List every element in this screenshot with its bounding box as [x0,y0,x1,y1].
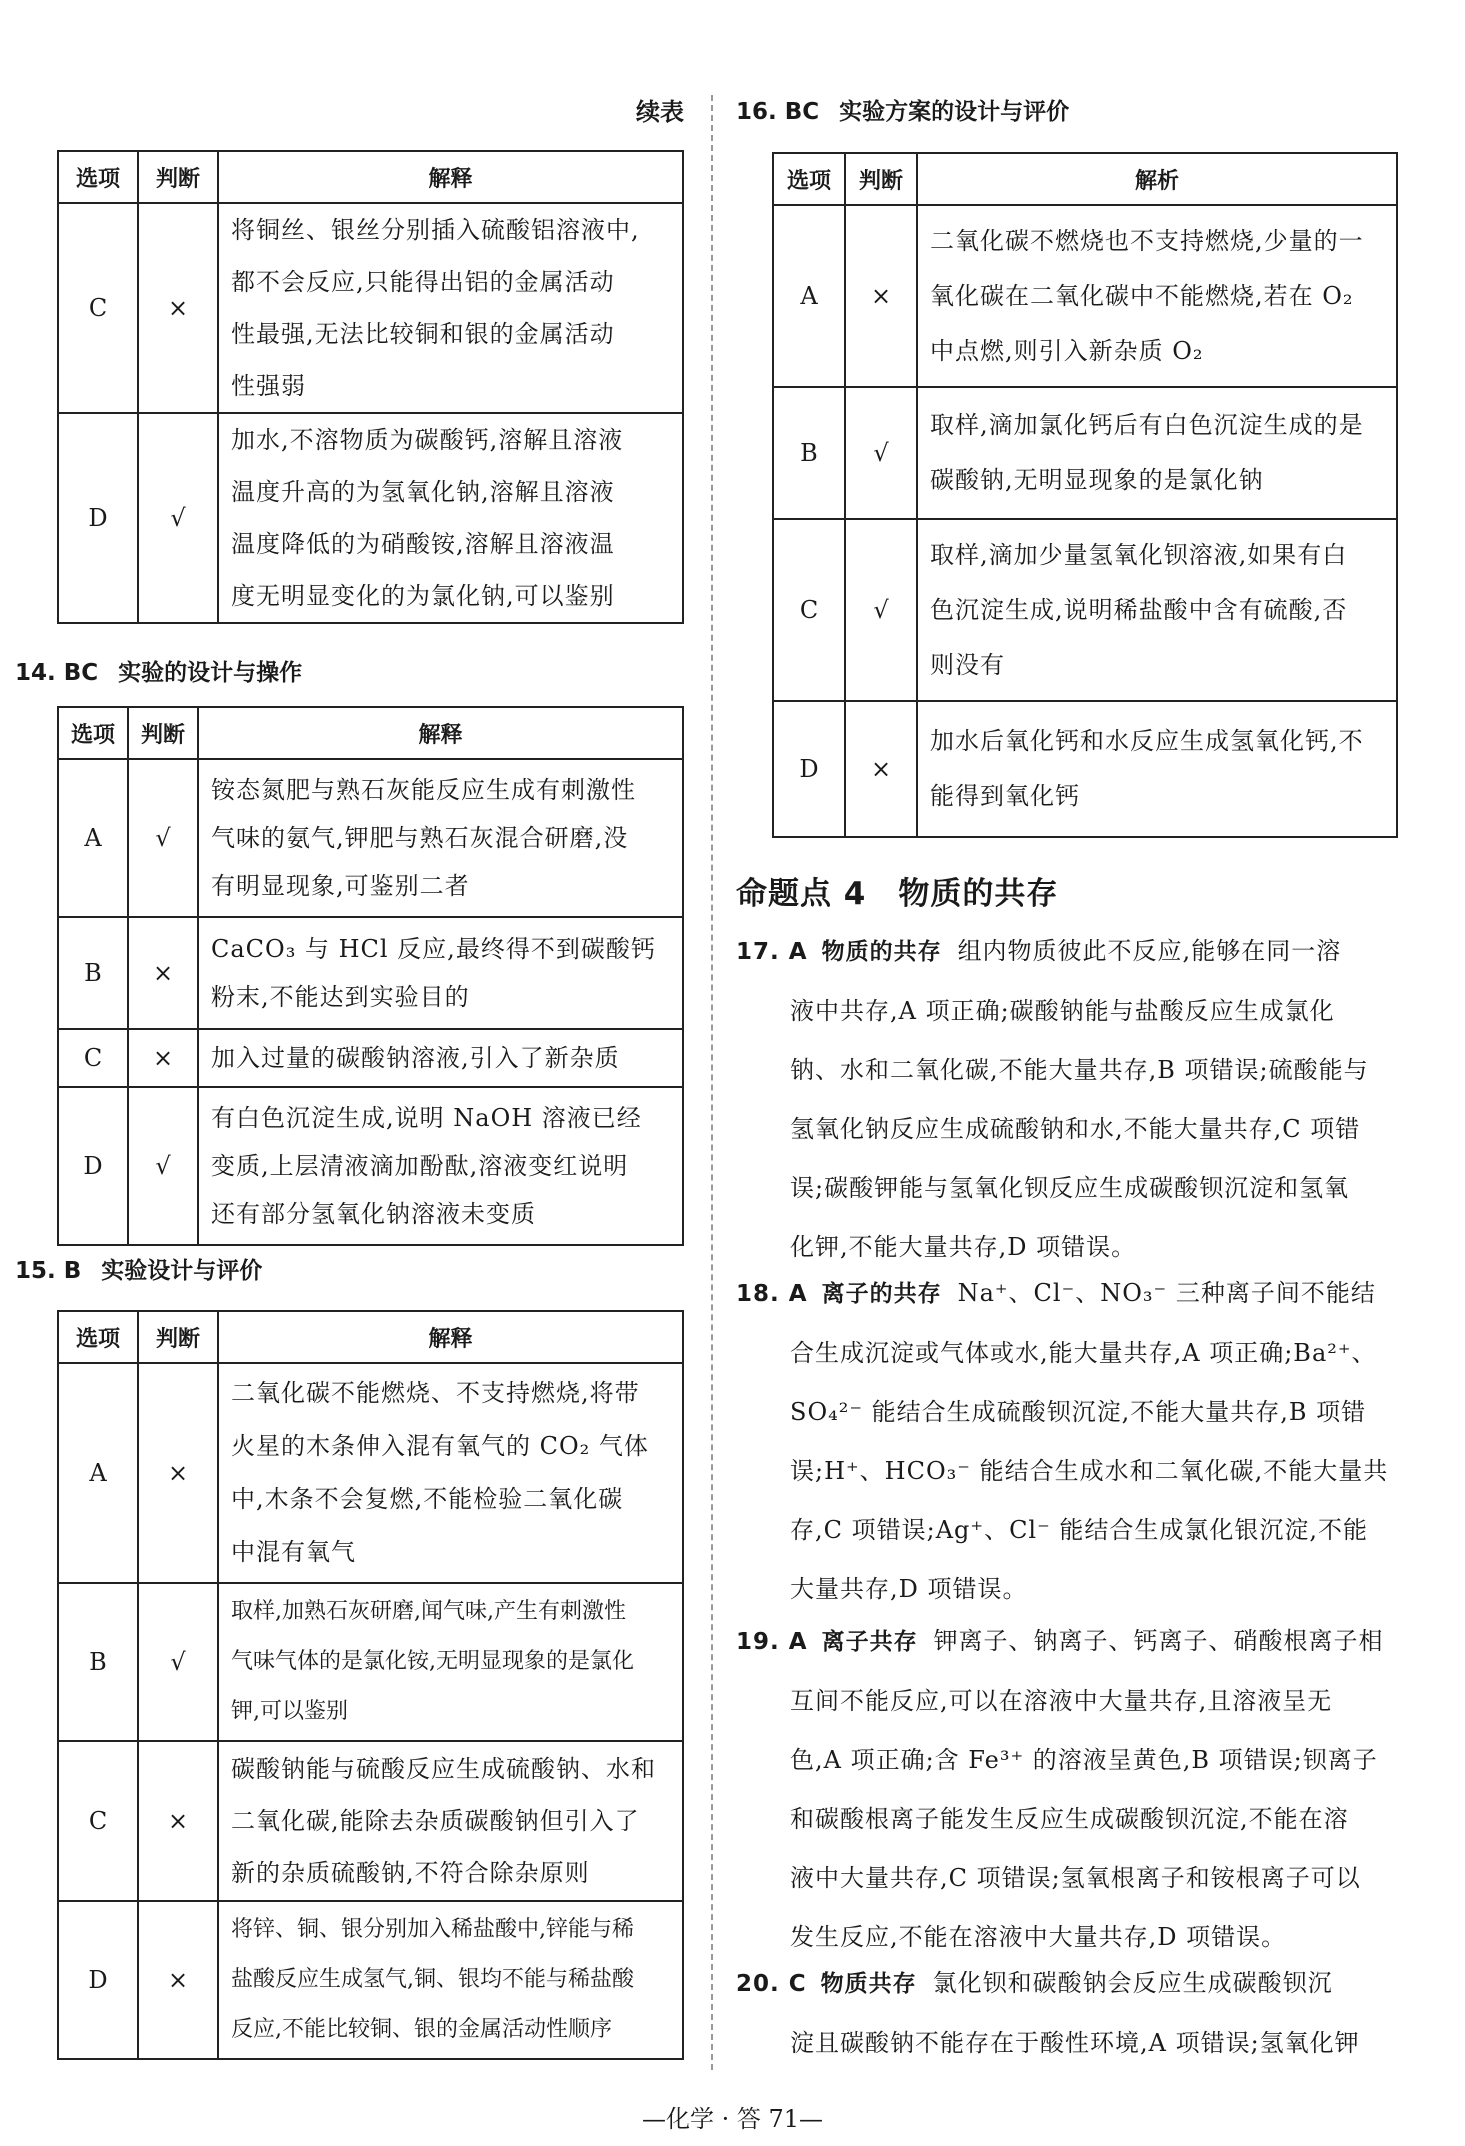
explanation-line: 二氧化碳不燃烧也不支持燃烧,少量的一 [930,226,1364,255]
explanation-line: 中混有氧气 [231,1538,356,1566]
paragraph-line: 色,A 项正确;含 Fe³⁺ 的溶液呈黄色,B 项错误;钡离子 [790,1746,1378,1774]
option-cell: A [58,759,128,917]
page-footer: —化学 · 答 71— [641,2105,824,2133]
explanation-line: 温度升高的为氢氧化钠,溶解且溶液 [231,478,615,506]
explanation-line: 中点燃,则引入新杂质 O₂ [930,336,1204,365]
answer-table-13-continued [57,150,684,624]
explanation-cell [198,917,683,1029]
judgment-cell: √ [138,413,218,623]
explanation-line: 碳酸钠,无明显现象的是氯化钠 [930,466,1264,494]
explanation-line: 还有部分氢氧化钠溶液未变质 [211,1200,536,1228]
explanation-cell [218,203,683,413]
topic-label: 实验设计与评价 [101,1258,263,1284]
table-row [58,1901,683,2059]
question-20-paragraph [736,1954,1391,2073]
judgment-cell: × [128,917,198,1029]
topic-label: 物质的共存 [821,939,942,965]
table-row [773,205,1397,387]
paragraph-line: Na⁺、Cl⁻、NO₃⁻ 三种离子间不能结 [957,1279,1376,1307]
explanation-cell [218,1741,683,1901]
explanation-line: 火星的木条伸入混有氧气的 CO₂ 气体 [231,1432,649,1460]
question-15-heading [15,1252,262,1285]
option-cell: D [773,701,845,837]
explanation-line: CaCO₃ 与 HCl 反应,最终得不到碳酸钙 [211,935,656,963]
answer-number: 19. A [736,1629,808,1655]
option-cell: C [58,203,138,413]
table-row [58,917,683,1029]
explanation-line: 气味的氨气,钾肥与熟石灰混合研磨,没 [211,824,629,852]
explanation-line: 二氧化碳,能除去杂质碳酸钠但引入了 [231,1807,640,1835]
explanation-line: 有白色沉淀生成,说明 NaOH 溶液已经 [211,1104,642,1132]
explanation-line: 中,木条不会复燃,不能检验二氧化碳 [231,1485,624,1513]
option-cell: D [58,1901,138,2059]
paragraph-line: 液中共存,A 项正确;碳酸钠能与盐酸反应生成氯化 [790,997,1335,1025]
judgment-cell: √ [138,1583,218,1741]
explanation-cell [218,413,683,623]
explanation-line: 加水,不溶物质为碳酸钙,溶解且溶液 [231,426,624,454]
option-cell: C [58,1741,138,1901]
explanation-line: 度无明显变化的为氯化钠,可以鉴别 [231,582,615,610]
explanation-line: 粉末,不能达到实验目的 [211,983,470,1011]
explanation-cell [218,1901,683,2059]
section-title: 命题点 4 物质的共存 [736,876,1059,912]
paragraph-line: 大量共存,D 项错误。 [790,1575,1028,1603]
option-cell: B [58,917,128,1029]
header-judgment: 判断 [845,153,917,205]
explanation-cell [198,1087,683,1245]
header-option: 选项 [773,153,845,205]
topic-label: 实验的设计与操作 [118,660,303,686]
header-explanation: 解析 [917,153,1397,205]
option-cell: B [58,1583,138,1741]
paragraph-line: 误;碳酸钾能与氢氧化钡反应生成碳酸钡沉淀和氢氧 [790,1174,1350,1202]
explanation-line: 将铜丝、银丝分别插入硫酸铝溶液中, [231,216,640,244]
paragraph-line: 钾离子、钠离子、钙离子、硝酸根离子相 [933,1627,1384,1655]
question-18-paragraph [736,1264,1391,1619]
explanation-line: 加入过量的碳酸钠溶液,引入了新杂质 [211,1044,620,1072]
paragraph-line: 和碳酸根离子能发生反应生成碳酸钡沉淀,不能在溶 [790,1805,1349,1833]
header-judgment: 判断 [128,707,198,759]
option-cell: D [58,413,138,623]
explanation-cell [198,759,683,917]
topic-label: 离子共存 [821,1629,918,1655]
table-row [58,1363,683,1583]
explanation-line: 温度降低的为硝酸铵,溶解且溶液温 [231,530,615,558]
table-row [773,701,1397,837]
explanation-line: 铵态氮肥与熟石灰能反应生成有刺激性 [211,776,636,804]
explanation-line: 氧化碳在二氧化碳中不能燃烧,若在 O₂ [930,281,1354,310]
judgment-cell: × [138,203,218,413]
judgment-cell: × [128,1029,198,1087]
explanation-line: 反应,不能比较铜、银的金属活动性顺序 [231,2017,612,2042]
paragraph-line: 液中大量共存,C 项错误;氢氧根离子和铵根离子可以 [790,1864,1361,1892]
judgment-cell: √ [845,519,917,701]
question-14-heading [15,654,302,687]
explanation-line: 新的杂质硫酸钠,不符合除杂原则 [231,1859,590,1887]
answer-number: 15. B [15,1258,82,1284]
explanation-line: 能得到氧化钙 [930,782,1080,810]
explanation-cell [917,205,1397,387]
judgment-cell: × [845,701,917,837]
topic-label: 实验方案的设计与评价 [839,99,1070,125]
paragraph-line: 互间不能反应,可以在溶液中大量共存,且溶液呈无 [790,1687,1333,1715]
header-explanation: 解释 [218,151,683,203]
table-row [58,413,683,623]
explanation-cell [218,1583,683,1741]
explanation-line: 气味气体的是氯化铵,无明显现象的是氯化 [231,1649,634,1674]
paragraph-line: 化钾,不能大量共存,D 项错误。 [790,1233,1137,1261]
explanation-line: 钾,可以鉴别 [231,1699,348,1724]
paragraph-line: 钠、水和二氧化碳,不能大量共存,B 项错误;硫酸能与 [790,1056,1369,1084]
header-option: 选项 [58,151,138,203]
paragraph-line: 合生成沉淀或气体或水,能大量共存,A 项正确;Ba²⁺、 [790,1339,1377,1367]
judgment-cell: √ [845,387,917,519]
question-16-heading [736,93,1069,126]
column-divider [711,95,713,2070]
table-row [773,519,1397,701]
paragraph-line: 存,C 项错误;Ag⁺、Cl⁻ 能结合生成氯化银沉淀,不能 [790,1516,1369,1544]
answer-number: 16. BC [736,99,820,125]
option-cell: C [58,1029,128,1087]
paragraph-line: 发生反应,不能在溶液中大量共存,D 项错误。 [790,1923,1287,1951]
explanation-line: 取样,加熟石灰研磨,闻气味,产生有刺激性 [231,1599,626,1624]
explanation-cell [218,1363,683,1583]
explanation-line: 将锌、铜、银分别加入稀盐酸中,锌能与稀 [231,1917,634,1942]
explanation-line: 盐酸反应生成氢气,铜、银均不能与稀盐酸 [231,1967,634,1992]
explanation-line: 则没有 [930,650,1005,679]
option-cell: B [773,387,845,519]
paragraph-line: SO₄²⁻ 能结合生成硫酸钡沉淀,不能大量共存,B 项错 [790,1398,1367,1426]
judgment-cell: √ [128,1087,198,1245]
answer-number: 17. A [736,939,808,965]
topic-label: 物质共存 [820,1971,917,1997]
answer-table-15 [57,1310,684,2060]
header-explanation: 解释 [198,707,683,759]
option-cell: C [773,519,845,701]
explanation-line: 加水后氧化钙和水反应生成氢氧化钙,不 [930,727,1364,755]
header-explanation: 解释 [218,1311,683,1363]
explanation-line: 色沉淀生成,说明稀盐酸中含有硫酸,否 [930,595,1348,624]
header-option: 选项 [58,1311,138,1363]
table-row [58,1087,683,1245]
judgment-cell: × [138,1363,218,1583]
header-judgment: 判断 [138,151,218,203]
explanation-cell [917,519,1397,701]
explanation-line: 性最强,无法比较铜和银的金属活动 [231,320,615,348]
explanation-line: 性强弱 [231,372,306,400]
answer-number: 18. A [736,1281,808,1307]
option-cell: D [58,1087,128,1245]
header-judgment: 判断 [138,1311,218,1363]
explanation-line: 二氧化碳不能燃烧、不支持燃烧,将带 [231,1379,640,1407]
table-row [58,1583,683,1741]
explanation-cell [917,387,1397,519]
explanation-line: 碳酸钠能与硫酸反应生成硫酸钠、水和 [231,1755,656,1783]
judgment-cell: √ [128,759,198,917]
explanation-line: 变质,上层清液滴加酚酞,溶液变红说明 [211,1152,629,1180]
explanation-line: 有明显现象,可鉴别二者 [211,872,470,900]
table-row [58,1741,683,1901]
paragraph-line: 氢氧化钠反应生成硫酸钠和水,不能大量共存,C 项错 [790,1115,1361,1143]
answer-table-16 [772,152,1398,838]
paragraph-line: 淀且碳酸钠不能存在于酸性环境,A 项错误;氢氧化钾 [790,2029,1360,2057]
table-row [773,387,1397,519]
table-row [58,759,683,917]
judgment-cell: × [845,205,917,387]
paragraph-line: 误;H⁺、HCO₃⁻ 能结合生成水和二氧化碳,不能大量共 [790,1457,1389,1485]
paragraph-line: 氯化钡和碳酸钠会反应生成碳酸钡沉 [932,1969,1333,1997]
header-option: 选项 [58,707,128,759]
table-row [58,203,683,413]
question-19-paragraph [736,1612,1391,1967]
answer-table-14 [57,706,684,1246]
explanation-line: 都不会反应,只能得出铝的金属活动 [231,268,615,296]
explanation-line: 取样,滴加少量氢氧化钡溶液,如果有白 [930,540,1348,569]
answer-number: 14. BC [15,660,99,686]
table-row [58,1029,683,1087]
topic-label: 离子的共存 [821,1281,942,1307]
judgment-cell: × [138,1741,218,1901]
explanation-line: 取样,滴加氯化钙后有白色沉淀生成的是 [930,411,1364,439]
paragraph-line: 组内物质彼此不反应,能够在同一溶 [957,937,1342,965]
question-17-paragraph [736,922,1391,1277]
explanation-cell [198,1029,683,1087]
continuation-label: 续表 [636,98,684,126]
judgment-cell: × [138,1901,218,2059]
answer-number: 20. C [736,1971,807,1997]
option-cell: A [58,1363,138,1583]
explanation-cell [917,701,1397,837]
option-cell: A [773,205,845,387]
